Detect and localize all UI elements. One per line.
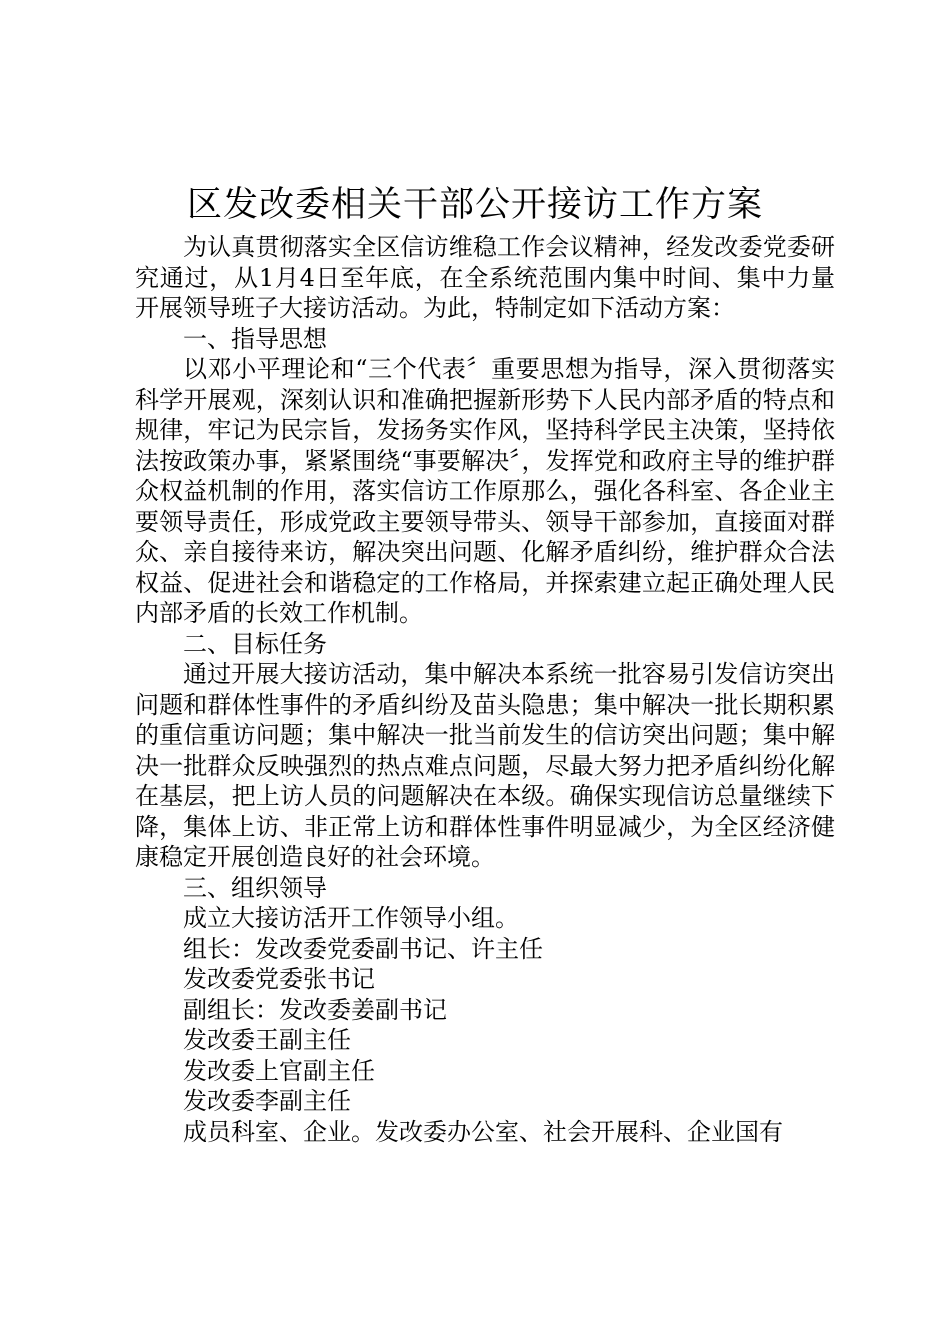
paragraph-guiding-ideology: 以邓小平理论和“三个代表〞重要思想为指导，深入贯彻落实科学开展观，深刻认识和准确把握新形势下人民内部矛盾的特点和规律，牢记为民宗旨，发扬务实作风，坚持科学民主决策，坚持依法按政策办事，紧紧围绕“事要解决〞，发挥党和政府主导的维护群众权益机制的作用，落实信访工作原那么，强化各科室、各企业主要领导责任，形成党政主要领导带头、领导干部参加，直接面对群众、亲自接待来访，解决突出问题、化解矛盾纠纷，维护群众合法权益、促进社会和谐稳定的工作格局，并探索建立起正确处理人民内部矛盾的长效工作机制。 bbox=[135, 355, 835, 627]
line-group-leader-2: 发改委党委张书记 bbox=[183, 965, 375, 993]
line-deputy-leader: 副组长：发改委姜副书记 bbox=[183, 995, 447, 1024]
section-heading-organization: 三、组织领导 bbox=[183, 873, 327, 902]
section-heading-guiding-ideology: 一、指导思想 bbox=[183, 324, 327, 353]
line-deputy-leader-3: 发改委上官副主任 bbox=[183, 1056, 375, 1085]
section-heading-goals: 二、目标任务 bbox=[183, 629, 327, 658]
paragraph-goals: 通过开展大接访活动，集中解决本系统一批容易引发信访突出问题和群体性事件的矛盾纠纷及苗头隐患；集中解决一批长期积累的重信重访问题；集中解决一批当前发生的信访突出问题；集中解决一批群众反映强烈的热点难点问题，尽最大努力把矛盾纠纷化解在基层，把上访人员的问题解决在本级。确保实现信访总量继续下降，集体上访、非正常上访和群体性事件明显减少，为全区经济健康稳定开展创造良好的社会环境。 bbox=[135, 660, 835, 871]
line-members: 成员科室、企业。发改委办公室、社会开展科、企业国有 bbox=[183, 1117, 783, 1146]
paragraph-intro: 为认真贯彻落实全区信访维稳工作会议精神，经发改委党委研究通过，从1月4日至年底，在全系统范围内集中时间、集中力量开展领导班子大接访活动。为此，特制定如下活动方案： bbox=[135, 233, 835, 322]
document-title: 区发改委相关干部公开接访工作方案 bbox=[186, 185, 763, 225]
document-body bbox=[135, 232, 835, 1147]
paragraph-leading-group: 成立大接访活开工作领导小组。 bbox=[183, 904, 519, 932]
line-group-leader: 组长：发改委党委副书记、许主任 bbox=[183, 934, 543, 963]
line-deputy-leader-4: 发改委李副主任 bbox=[183, 1087, 351, 1115]
line-deputy-leader-2: 发改委王副主任 bbox=[183, 1026, 351, 1054]
